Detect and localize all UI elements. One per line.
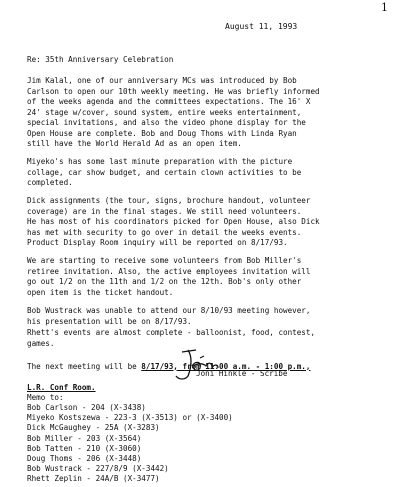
memo-recipient: Miyeko Kostszewa - 223-3 (X-3513) or (X-3400) <box>27 413 233 423</box>
memo-recipients-list <box>27 403 233 485</box>
memo-recipient: Dick McGaughey - 25A (X-3283) <box>27 423 160 433</box>
handwritten-signature <box>170 346 330 386</box>
subject-line: Re: 35th Anniversary Celebration <box>27 55 174 64</box>
paragraph-volunteers: We are starting to receive some volunteers from Bob Miller's retiree invitation. Also, the active employees invitation will go out 1/2 on the 11th and 1/2 on the 12th. Bob's only other open item is the ticket handout. <box>27 256 311 297</box>
next-meeting-date-time: 8/17/93, from 11:00 a.m. - 1:00 p.m., <box>141 361 311 371</box>
paragraph-dick: Dick assignments (the tour, signs, brochure handout, volunteer coverage) are in the final stages. We still need volunteers. He has most of his coordinators picked for Open House, also Dick has met with security to go over in detail the weeks events. Product Display Room inquiry will be reported on 8/17/93. <box>27 196 320 247</box>
memo-to-label: Memo to: <box>27 393 64 402</box>
memo-date: August 11, 1993 <box>225 22 298 31</box>
memo-recipient: Bob Miller - 203 (X-3564) <box>27 433 142 443</box>
memo-recipient: Bob Carlson - 204 (X-3438) <box>27 403 146 412</box>
memo-recipient: Doug Thoms - 206 (X-3448) <box>27 453 142 463</box>
paragraph-rhett: Rhett's events are almost complete - balloonist, food, contest, games. <box>27 328 316 348</box>
next-meeting-prefix: The next meeting will be <box>27 361 142 371</box>
memo-recipient: Bob Wustrack - 227/8/9 (X-3442) <box>27 464 169 474</box>
paragraph-wustrack: Bob Wustrack was unable to attend our 8/10/93 meeting however, his presentation will be on 8/17/93. <box>27 306 311 326</box>
memo-recipient: Rhett Zeplin - 24A/B (X-3477) <box>27 474 160 484</box>
paragraph-kalal: Jim Kalal, one of our anniversary MCs was introduced by Bob Carlson to open our 10th weekly meeting. He was briefly informed of the weeks agenda and the committees expectations. The 16' X 24' stage w/cover, sound system, entire weeks entertainment, special invitations, and also the video phone display for the Open House are complete. Bob and Doug Thoms with Linda Ryan still have the World Herald Ad as an open item. <box>27 76 320 148</box>
memo-recipient: Bob Tatten - 210 (X-3060) <box>27 443 142 453</box>
paragraph-miyeko: Miyeko's has some last minute preparation with the picture collage, car show budget, and certain clown activities to be completed. <box>27 157 302 187</box>
page-mark: 1 <box>381 1 388 14</box>
next-meeting-room: L.R. Conf Room. <box>27 382 96 392</box>
signature-typed-name: Joni Hinkle - Scribe <box>196 369 288 378</box>
